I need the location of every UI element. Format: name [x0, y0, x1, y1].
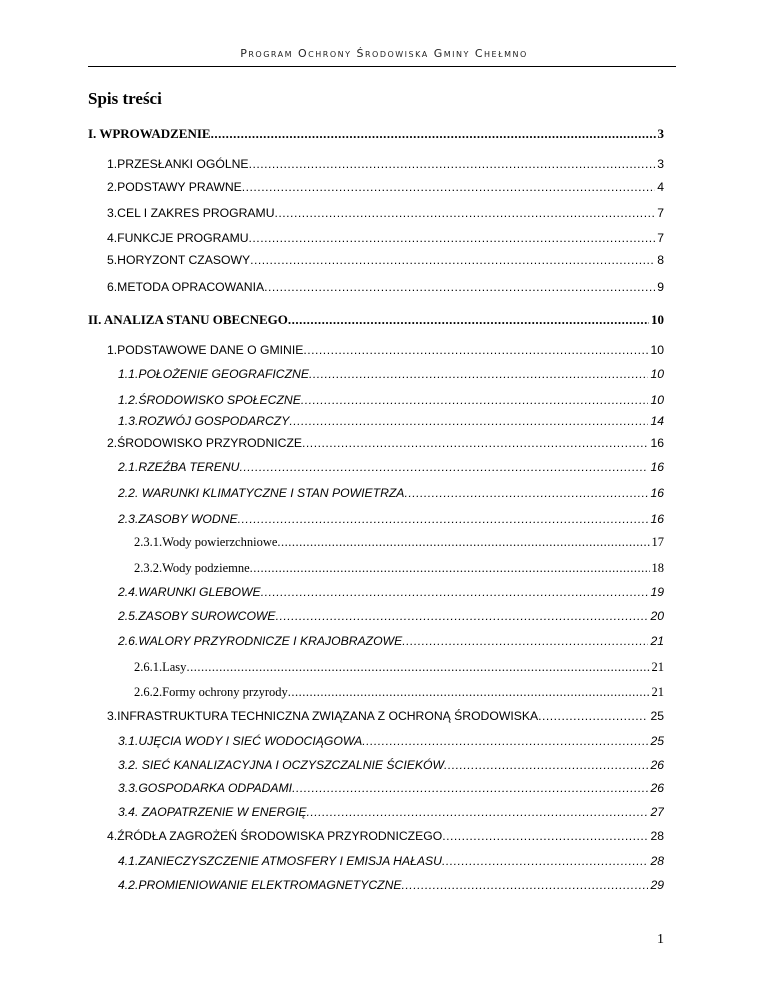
toc-leader-dots [309, 365, 648, 383]
toc-entry-page: 16 [650, 486, 664, 500]
toc-leader-dots [402, 632, 648, 650]
toc-entry-page: 10 [650, 343, 664, 357]
toc-entry-page: 9 [657, 280, 664, 294]
toc-entry-label: 2.6.2.Formy ochrony przyrody [134, 685, 288, 699]
toc-entry-page: 18 [651, 561, 664, 575]
toc-entry-label: 4.ŹRÓDŁA ZAGROŻEŃ ŚRODOWISKA PRZYRODNICZEGO [107, 829, 443, 843]
toc-entry[interactable] [107, 204, 664, 222]
toc-leader-dots [404, 484, 648, 502]
toc-entry-page: 8 [657, 253, 664, 267]
toc-entry-page: 14 [650, 414, 664, 428]
toc-leader-dots [362, 732, 648, 750]
toc-entry-label: 2.3.2.Wody podziemne [134, 561, 250, 575]
page-number: 1 [657, 932, 664, 947]
toc-entry[interactable] [118, 876, 664, 894]
toc-entry[interactable] [118, 732, 664, 750]
toc-entry[interactable] [118, 365, 664, 383]
toc-entry-page: 20 [650, 609, 664, 623]
toc-entry[interactable] [118, 458, 664, 476]
toc-entry-label: 1.PODSTAWOWE DANE O GMINIE [107, 343, 304, 357]
toc-entry-label: 2.1.RZEŹBA TERENU [118, 460, 240, 474]
toc-leader-dots [186, 658, 649, 676]
toc-entry[interactable] [107, 178, 664, 196]
toc-entry-label: I. WPROWADZENIE [88, 126, 211, 141]
toc-entry-page: 7 [657, 231, 664, 245]
toc-entry-page: 10 [650, 393, 664, 407]
toc-leader-dots [444, 756, 648, 774]
toc-entry-page: 26 [650, 758, 664, 772]
toc-leader-dots [288, 683, 650, 701]
toc-entry-label: 2.2. WARUNKI KLIMATYCZNE I STAN POWIETRZA [118, 486, 405, 500]
toc-entry-label: 2.ŚRODOWISKO PRZYRODNICZE [107, 436, 303, 450]
toc-entry[interactable] [118, 607, 664, 625]
toc-entry-page: 28 [650, 829, 664, 843]
toc-entry-page: 29 [650, 878, 664, 892]
toc-entry[interactable] [118, 779, 664, 797]
toc-entry-label: 2.4.WARUNKI GLEBOWE [118, 585, 261, 599]
toc-leader-dots [242, 178, 655, 196]
toc-entry-label: 4.2.PROMIENIOWANIE ELEKTROMAGNETYCZNE [118, 878, 402, 892]
toc-entry-label: 2.6.1.Lasy [134, 660, 187, 674]
toc-entry-label: 2.3.1.Wody powierzchniowe [134, 535, 278, 549]
toc-leader-dots [289, 412, 648, 430]
toc-entry-page: 25 [650, 709, 664, 723]
toc-entry-page: 21 [651, 685, 664, 699]
toc-entry-page: 16 [650, 460, 664, 474]
toc-leader-dots [442, 852, 649, 870]
toc-entry-label: 3.4. ZAOPATRZENIE W ENERGIĘ [118, 805, 307, 819]
toc-entry[interactable] [107, 251, 664, 269]
toc-entry[interactable] [107, 229, 664, 247]
toc-entry-page: 26 [650, 781, 664, 795]
toc-entry[interactable] [107, 707, 664, 725]
toc-entry[interactable] [107, 434, 664, 452]
toc-entry[interactable] [118, 510, 664, 528]
toc-entry[interactable] [107, 827, 664, 845]
toc-entry-label: 5.HORYZONT CZASOWY [107, 253, 251, 267]
toc-entry[interactable] [118, 484, 664, 502]
toc-leader-dots [249, 155, 656, 173]
toc-entry-page: 3 [657, 157, 664, 171]
toc-entry-page: 16 [650, 512, 664, 526]
toc-entry-label: 4.FUNKCJE PROGRAMU [107, 231, 249, 245]
toc-entry-page: 17 [651, 535, 664, 549]
toc-leader-dots [249, 229, 656, 247]
toc-leader-dots [288, 311, 649, 329]
toc-leader-dots [277, 533, 649, 551]
toc-entry[interactable] [118, 412, 664, 430]
toc-leader-dots [239, 458, 648, 476]
toc-entry[interactable] [134, 559, 664, 577]
toc-entry[interactable] [134, 683, 664, 701]
toc-entry-label: 2.6.WALORY PRZYRODNICZE I KRAJOBRAZOWE [118, 634, 403, 648]
toc-leader-dots [250, 251, 655, 269]
toc-leader-dots [276, 607, 649, 625]
toc-entry-page: 16 [650, 436, 664, 450]
toc-entry[interactable] [118, 852, 664, 870]
toc-entry[interactable] [118, 803, 664, 821]
toc-entry-label: 1.2.ŚRODOWISKO SPOŁECZNE [118, 393, 301, 407]
toc-entry[interactable] [134, 658, 664, 676]
toc-entry-label: 2.3.ZASOBY WODNE [118, 512, 238, 526]
toc-entry-label: 3.2. SIEĆ KANALIZACYJNA I OCZYSZCZALNIE ŚCIEKÓW [118, 758, 444, 772]
toc-entry-label: 1.PRZESŁANKI OGÓLNE [107, 157, 249, 171]
toc-entry-label: 6.METODA OPRACOWANIA [107, 280, 265, 294]
toc-entry-label: 3.INFRASTRUKTURA TECHNICZNA ZWIĄZANA Z OCHRONĄ ŚRODOWISKA [107, 709, 539, 723]
toc-entry[interactable] [88, 125, 664, 143]
toc-entry-page: 7 [657, 206, 664, 220]
toc-entry-page: 19 [650, 585, 664, 599]
toc-leader-dots [238, 510, 649, 528]
toc-entry-page: 4 [657, 180, 664, 194]
toc-leader-dots [442, 827, 648, 845]
toc-leader-dots [538, 707, 648, 725]
toc-leader-dots [261, 583, 649, 601]
toc-entry-page: 28 [650, 854, 664, 868]
toc-entry-page: 10 [650, 367, 664, 381]
toc-entry-page: 21 [651, 660, 664, 674]
toc-entry-label: 1.3.ROZWÓJ GOSPODARCZY [118, 414, 290, 428]
toc-entry[interactable] [118, 391, 664, 409]
toc-entry[interactable] [88, 311, 664, 329]
running-header: Program Ochrony Środowiska Gminy Chełmno [240, 47, 528, 60]
toc-entry[interactable] [107, 341, 664, 359]
toc-leader-dots [402, 876, 649, 894]
toc-entry-label: 4.1.ZANIECZYSZCZENIE ATMOSFERY I EMISJA HAŁASU [118, 854, 442, 868]
toc-entry[interactable] [107, 278, 664, 296]
toc-leader-dots [250, 559, 650, 577]
toc-leader-dots [301, 391, 649, 409]
toc-entry-label: 2.5.ZASOBY SUROWCOWE [118, 609, 276, 623]
toc-entry-label: 2.PODSTAWY PRAWNE [107, 180, 242, 194]
toc-entry[interactable] [134, 533, 664, 551]
toc-entry-page: 10 [651, 312, 664, 327]
toc-entry-label: 1.1.POŁOŻENIE GEOGRAFICZNE [118, 367, 309, 381]
toc-leader-dots [264, 278, 655, 296]
toc-leader-dots [303, 341, 648, 359]
toc-entry-page: 21 [650, 634, 664, 648]
toc-entry-page: 27 [650, 805, 664, 819]
toc-leader-dots [306, 803, 648, 821]
toc-entry-page: 25 [650, 734, 664, 748]
toc-entry[interactable] [118, 756, 664, 774]
toc-entry-label: 3.CEL I ZAKRES PROGRAMU [107, 206, 275, 220]
toc-entry[interactable] [118, 583, 664, 601]
toc-leader-dots [275, 204, 656, 222]
toc-leader-dots [211, 125, 656, 143]
toc-entry-label: 3.3.GOSPODARKA ODPADAMI [118, 781, 293, 795]
toc-entry-page: 3 [657, 126, 664, 141]
toc-entry-label: 3.1.UJĘCIA WODY I SIEĆ WODOCIĄGOWA [118, 734, 363, 748]
toc-title: Spis treści [88, 89, 162, 108]
toc-leader-dots [302, 434, 648, 452]
toc-entry[interactable] [118, 632, 664, 650]
toc-entry[interactable] [107, 155, 664, 173]
toc-entry-label: II. ANALIZA STANU OBECNEGO [88, 312, 288, 327]
toc-leader-dots [292, 779, 648, 797]
